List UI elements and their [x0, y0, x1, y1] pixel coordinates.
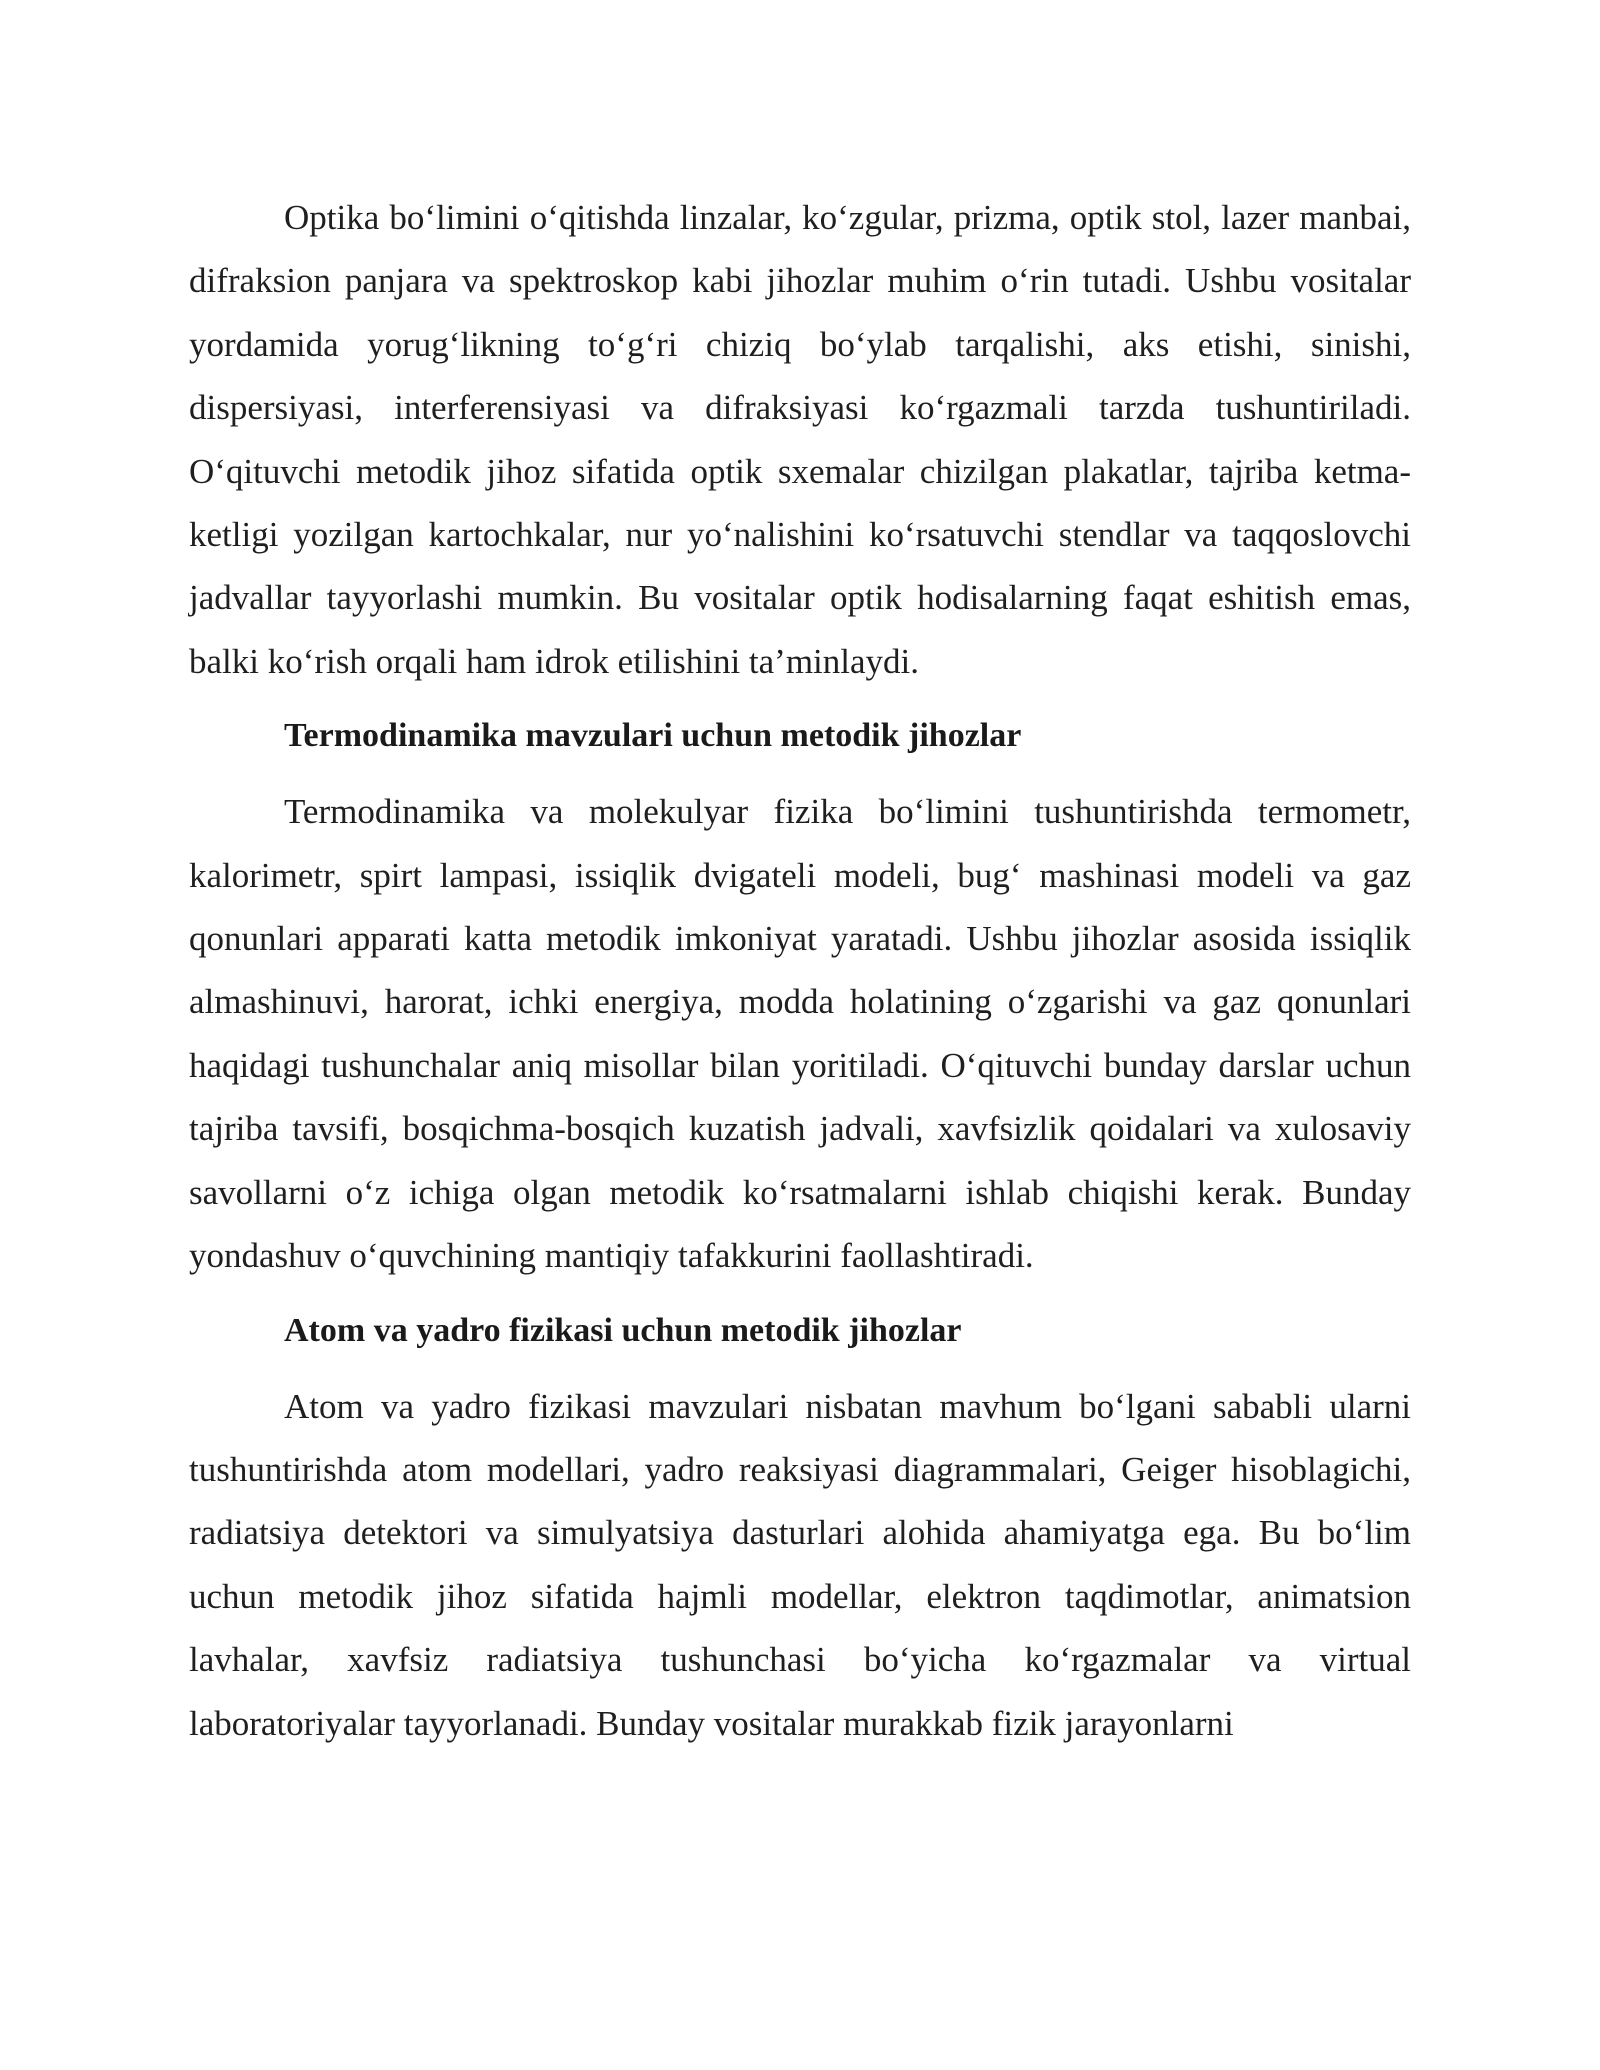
paragraph-thermodynamics: Termodinamika va molekulyar fizika bo‘limini tushuntirishda termometr, kalorimetr, spirt lampasi, issiqlik dvigateli modeli, bug‘ mashinasi modeli va gaz qonunlari apparati katta metodik imkoniyat yaratadi. Ushbu jihozlar asosida issiqlik almashinuvi, harorat, ichki energiya, modda holatining o‘zgarishi va gaz qonunlari haqidagi tushunchalar aniq misollar bilan yoritiladi. O‘qituvchi bunday darslar uchun tajriba tavsifi, bosqichma-bosqich kuzatish jadvali, xavfsizlik qoidalari va xulosaviy savollarni o‘z ichiga olgan metodik ko‘rsatmalarni ishlab chiqishi kerak. Bunday yondashuv o‘quvchining mantiqiy tafakkurini faollashtiradi. — [189, 792, 1411, 1276]
paragraph-optics: Optika bo‘limini o‘qitishda linzalar, ko‘zgular, prizma, optik stol, lazer manbai, difraksion panjara va spektroskop kabi jihozlar muhim o‘rin tutadi. Ushbu vositalar yordamida yorug‘likning to‘g‘ri chiziq bo‘ylab tarqalishi, aks etishi, sinishi, dispersiyasi, interferensiyasi va difraksiyasi ko‘rgazmali tarzda tushuntiriladi. O‘qituvchi metodik jihoz sifatida optik sxemalar chizilgan plakatlar, tajriba ketma-ketligi yozilgan kartochkalar, nur yo‘nalishini ko‘rsatuvchi stendlar va taqqoslovchi jadvallar tayyorlashi mumkin. Bu vositalar optik hodisalarning faqat eshitish emas, balki ko‘rish orqali ham idrok etilishini ta’minlaydi. — [189, 198, 1411, 681]
paragraph-atomic-nuclear: Atom va yadro fizikasi mavzulari nisbatan mavhum bo‘lgani sababli ularni tushuntirishda atom modellari, yadro reaksiyasi diagrammalari, Geiger hisoblagichi, radiatsiya detektori va simulyatsiya dasturlari alohida ahamiyatga ega. Bu bo‘lim uchun metodik jihoz sifatida hajmli modellar, elektron taqdimotlar, animatsion lavhalar, xavfsiz radiatsiya tushunchasi bo‘yicha ko‘rgazmalar va virtual laboratoriyalar tayyorlanadi. Bunday vositalar murakkab fizik jarayonlarni — [189, 1386, 1411, 1743]
document-body — [189, 186, 1411, 1755]
heading-thermodynamics: Termodinamika mavzulari uchun metodik jihozlar — [284, 717, 1022, 755]
heading-atomic-nuclear: Atom va yadro fizikasi uchun metodik jihozlar — [284, 1311, 962, 1349]
